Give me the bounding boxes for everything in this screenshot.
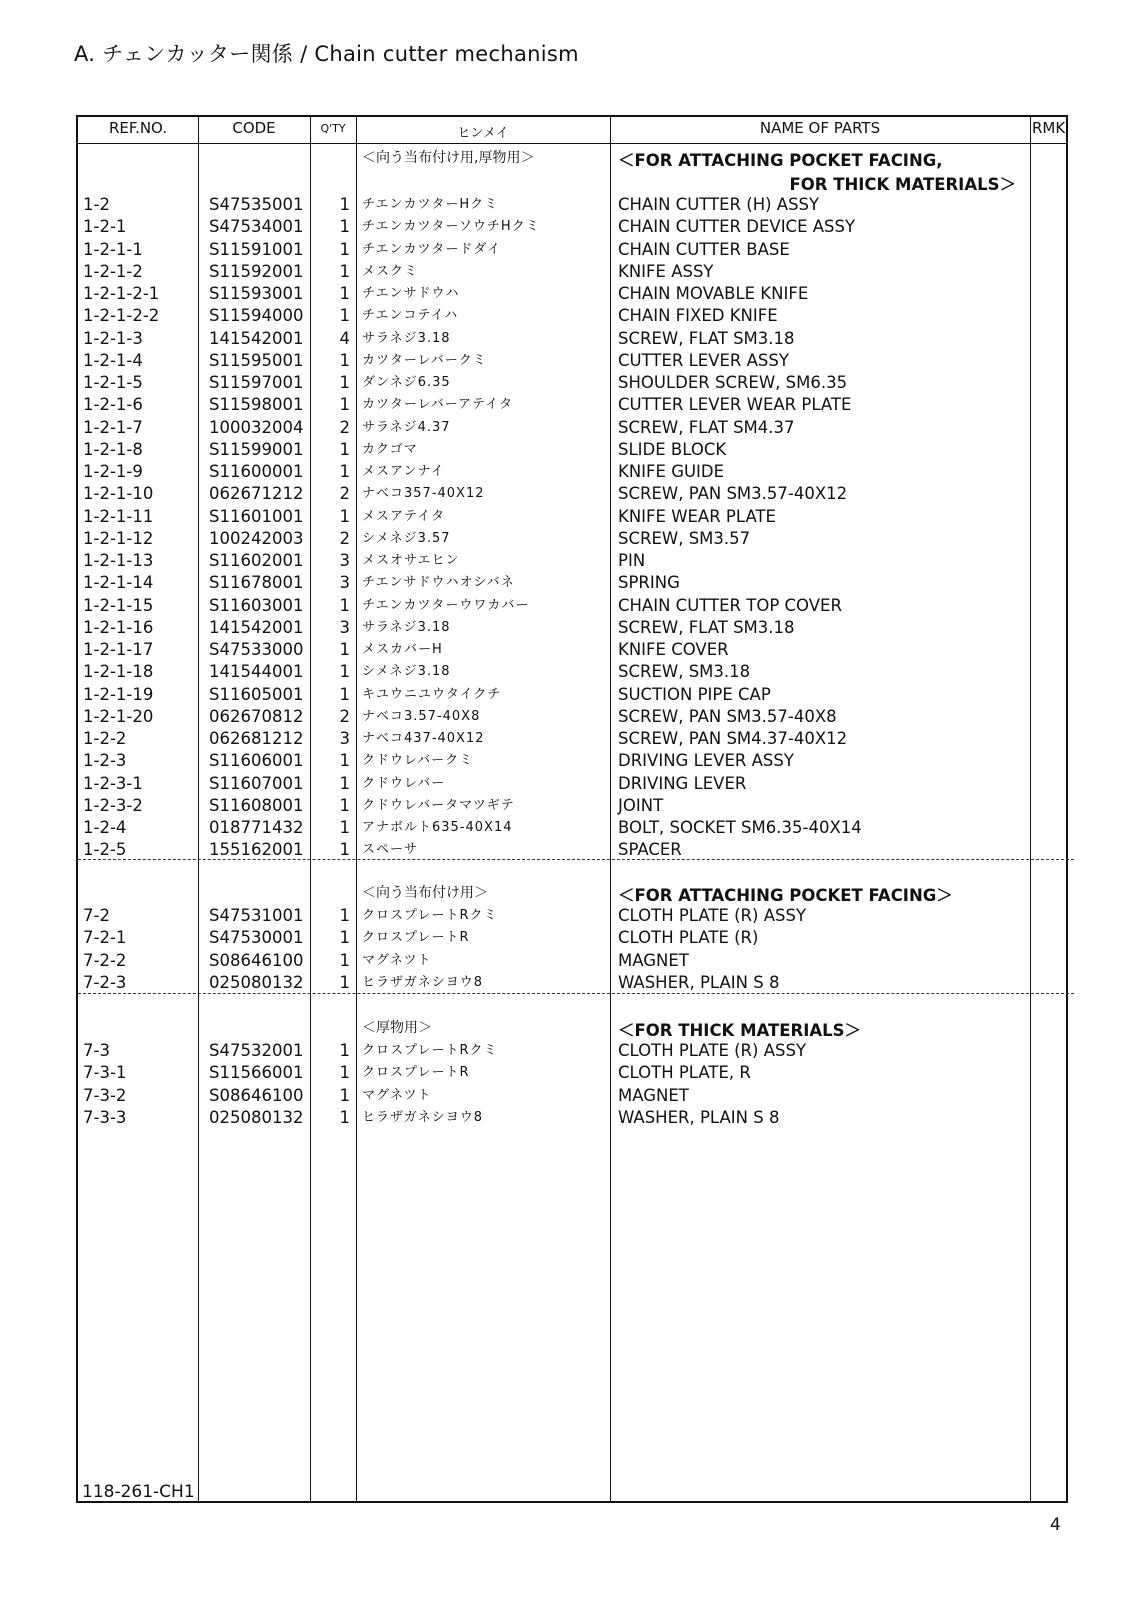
part-ref: 1-2-3 bbox=[83, 751, 127, 771]
part-kana: サラネジ4.37 bbox=[362, 419, 451, 435]
part-name: KNIFE WEAR PLATE bbox=[618, 506, 776, 526]
part-kana: マグネツト bbox=[362, 952, 432, 968]
part-name: SCREW, PAN SM3.57-40X8 bbox=[618, 706, 837, 726]
part-ref: 7-2 bbox=[83, 906, 110, 925]
part-code: S11594000 bbox=[209, 306, 304, 326]
part-name: SPACER bbox=[618, 840, 682, 860]
part-code: S08646100 bbox=[209, 1085, 304, 1105]
part-ref: 7-3 bbox=[83, 1041, 110, 1060]
part-kana: メスカバーH bbox=[362, 642, 443, 657]
group-heading-name: ＜FOR ATTACHING POCKET FACING, bbox=[618, 151, 943, 170]
group-heading-kana: ＜向う当布付け用＞ bbox=[362, 885, 488, 901]
part-code: 141544001 bbox=[209, 662, 304, 682]
part-qty: 1 bbox=[339, 239, 350, 259]
part-code: S11599001 bbox=[209, 439, 304, 459]
part-qty: 1 bbox=[339, 1107, 350, 1127]
part-qty: 1 bbox=[339, 373, 350, 392]
part-qty: 1 bbox=[339, 751, 350, 771]
part-kana: シメネジ3.18 bbox=[362, 664, 451, 680]
part-name: CHAIN CUTTER TOP COVER bbox=[618, 595, 842, 615]
part-ref: 1-2-1-13 bbox=[83, 551, 154, 570]
part-ref: 1-2-1 bbox=[83, 217, 127, 237]
part-name: SCREW, FLAT SM3.18 bbox=[618, 617, 795, 637]
part-kana: カクゴマ bbox=[362, 441, 418, 457]
part-code: S11592001 bbox=[209, 261, 304, 281]
table-row bbox=[78, 795, 1068, 817]
part-name: CLOTH PLATE (R) ASSY bbox=[618, 1041, 807, 1060]
group-heading-kana: ＜厚物用＞ bbox=[362, 1020, 432, 1036]
part-ref: 1-2-1-1 bbox=[83, 239, 143, 259]
part-qty: 1 bbox=[339, 950, 350, 970]
part-name: CLOTH PLATE (R) bbox=[618, 928, 759, 948]
part-kana: シメネジ3.57 bbox=[362, 530, 451, 546]
part-qty: 2 bbox=[339, 528, 350, 548]
part-code: S11600001 bbox=[209, 462, 304, 481]
header-code: CODE bbox=[232, 119, 276, 137]
table-row bbox=[78, 950, 1068, 972]
table-row bbox=[78, 417, 1068, 439]
part-kana: メスアンナイ bbox=[362, 464, 445, 479]
part-ref: 7-3-3 bbox=[83, 1107, 127, 1127]
table-row bbox=[78, 528, 1068, 550]
part-name: KNIFE ASSY bbox=[618, 261, 714, 281]
part-ref: 1-2-2 bbox=[83, 729, 127, 748]
group-heading-name: ＜FOR ATTACHING POCKET FACING＞ bbox=[618, 886, 953, 905]
part-ref: 1-2-1-7 bbox=[83, 417, 143, 437]
part-name: SCREW, FLAT SM4.37 bbox=[618, 417, 795, 437]
group-heading-name: ＜FOR THICK MATERIALS＞ bbox=[618, 1021, 862, 1040]
part-code: S47531001 bbox=[209, 906, 304, 925]
part-kana: チエンカツターHクミ bbox=[362, 197, 499, 212]
part-code: 025080132 bbox=[209, 972, 304, 992]
part-name: SPRING bbox=[618, 573, 680, 593]
table-row bbox=[78, 239, 1068, 261]
part-kana: カツターレバーアテイタ bbox=[362, 397, 514, 413]
part-qty: 1 bbox=[339, 773, 350, 793]
part-ref: 1-2-1-10 bbox=[83, 484, 154, 504]
table-row bbox=[78, 350, 1068, 372]
part-code: 155162001 bbox=[209, 840, 304, 860]
part-code: S08646100 bbox=[209, 950, 304, 970]
part-qty: 1 bbox=[339, 462, 350, 481]
table-row bbox=[78, 1062, 1068, 1084]
part-name: CHAIN CUTTER DEVICE ASSY bbox=[618, 217, 856, 237]
table-row bbox=[78, 684, 1068, 706]
table-row bbox=[78, 283, 1068, 305]
parts-table bbox=[76, 115, 1068, 1503]
part-qty: 1 bbox=[339, 662, 350, 682]
part-name: WASHER, PLAIN S 8 bbox=[618, 1107, 780, 1127]
part-kana: チエンカツターソウチHクミ bbox=[362, 219, 540, 235]
table-row bbox=[78, 1107, 1068, 1129]
part-kana: ヒラザガネシヨウ8 bbox=[362, 1109, 484, 1125]
header-qty: Q'TY bbox=[320, 122, 346, 135]
table-row bbox=[78, 483, 1068, 505]
part-kana: チエンコテイハ bbox=[362, 308, 459, 324]
table-row bbox=[78, 817, 1068, 839]
table-row bbox=[78, 905, 1068, 927]
table-row bbox=[78, 194, 1068, 216]
part-kana: クロスプレートRクミ bbox=[362, 908, 498, 923]
part-name: CHAIN MOVABLE KNIFE bbox=[618, 284, 809, 303]
part-qty: 1 bbox=[339, 1063, 350, 1083]
part-ref: 1-2-1-3 bbox=[83, 328, 143, 348]
table-row bbox=[78, 839, 1068, 861]
part-ref: 7-2-3 bbox=[83, 972, 127, 992]
table-row bbox=[78, 305, 1068, 327]
part-kana: メスクミ bbox=[362, 263, 419, 279]
header-kana: ヒンメイ bbox=[457, 126, 509, 141]
table-row bbox=[78, 394, 1068, 416]
part-code: 025080132 bbox=[209, 1107, 304, 1127]
part-qty: 3 bbox=[339, 617, 350, 637]
table-row bbox=[78, 216, 1068, 238]
part-kana: ナベコ437-40X12 bbox=[362, 731, 485, 746]
part-qty: 1 bbox=[339, 795, 350, 815]
part-kana: キユウニユウタイクチ bbox=[362, 686, 502, 702]
part-ref: 1-2-1-11 bbox=[83, 506, 154, 526]
part-kana: マグネツト bbox=[362, 1087, 432, 1103]
part-code: S47530001 bbox=[209, 928, 304, 948]
part-kana: クドウレバー bbox=[362, 775, 446, 791]
part-name: SHOULDER SCREW, SM6.35 bbox=[618, 373, 848, 392]
part-code: S47532001 bbox=[209, 1041, 304, 1060]
part-qty: 1 bbox=[339, 1041, 350, 1060]
part-name: MAGNET bbox=[618, 1085, 689, 1105]
part-code: 062671212 bbox=[209, 484, 304, 504]
part-code: S47534001 bbox=[209, 217, 304, 237]
part-kana: クドウレバークミ bbox=[362, 753, 474, 769]
table-row bbox=[78, 750, 1068, 772]
part-code: 141542001 bbox=[209, 617, 304, 637]
part-name: CLOTH PLATE (R) ASSY bbox=[618, 906, 807, 925]
part-name: SCREW, PAN SM4.37-40X12 bbox=[618, 729, 848, 748]
part-code: S11608001 bbox=[209, 795, 304, 815]
part-code: S11603001 bbox=[209, 595, 304, 615]
part-qty: 1 bbox=[339, 261, 350, 281]
part-name: BOLT, SOCKET SM6.35-40X14 bbox=[618, 818, 862, 837]
header-rmk: RMK bbox=[1032, 119, 1066, 137]
part-code: S47533000 bbox=[209, 640, 304, 659]
part-qty: 1 bbox=[339, 350, 350, 370]
part-qty: 2 bbox=[339, 417, 350, 437]
part-ref: 1-2-1-16 bbox=[83, 617, 154, 637]
part-qty: 2 bbox=[339, 706, 350, 726]
part-name: SLIDE BLOCK bbox=[618, 439, 727, 459]
table-row bbox=[78, 461, 1068, 483]
table-row bbox=[78, 728, 1068, 750]
part-code: S11595001 bbox=[209, 350, 304, 370]
part-code: 100032004 bbox=[209, 417, 304, 437]
part-qty: 3 bbox=[339, 573, 350, 593]
part-name: DRIVING LEVER bbox=[618, 773, 747, 793]
part-ref: 1-2-1-2-2 bbox=[83, 306, 160, 326]
part-name: SUCTION PIPE CAP bbox=[618, 684, 771, 704]
part-kana: サラネジ3.18 bbox=[362, 619, 451, 635]
part-name: CLOTH PLATE, R bbox=[618, 1063, 751, 1083]
part-code: S47535001 bbox=[209, 195, 304, 214]
part-ref: 7-2-1 bbox=[83, 928, 127, 948]
part-name: CHAIN CUTTER BASE bbox=[618, 239, 790, 259]
group-heading-name: FOR THICK MATERIALS＞ bbox=[789, 175, 1016, 194]
part-ref: 7-2-2 bbox=[83, 950, 127, 970]
part-ref: 1-2-1-6 bbox=[83, 395, 143, 415]
part-kana: チエンカツターウワカバー bbox=[362, 597, 530, 613]
part-kana: チエンサドウハオシバネ bbox=[362, 575, 515, 591]
page-title: A. チェンカッター関係 / Chain cutter mechanism bbox=[74, 42, 579, 66]
part-qty: 1 bbox=[339, 972, 350, 992]
table-row bbox=[78, 1085, 1068, 1107]
part-name: SCREW, FLAT SM3.18 bbox=[618, 328, 795, 348]
table-row bbox=[78, 439, 1068, 461]
table-row bbox=[78, 550, 1068, 572]
part-ref: 1-2-3-1 bbox=[83, 773, 143, 793]
table-row bbox=[78, 261, 1068, 283]
part-name: CUTTER LEVER WEAR PLATE bbox=[618, 395, 852, 415]
part-kana: チエンカツタードダイ bbox=[362, 241, 502, 257]
header-name: NAME OF PARTS bbox=[759, 119, 881, 137]
part-code: 018771432 bbox=[209, 818, 304, 837]
table-row bbox=[78, 572, 1068, 594]
part-name: DRIVING LEVER ASSY bbox=[618, 751, 794, 771]
part-code: 062670812 bbox=[209, 706, 304, 726]
part-qty: 1 bbox=[339, 818, 350, 837]
table-row bbox=[78, 506, 1068, 528]
table-row bbox=[78, 706, 1068, 728]
table-row bbox=[78, 617, 1068, 639]
group-separator bbox=[78, 859, 1074, 860]
part-kana: アナボルト635-40X14 bbox=[362, 820, 513, 835]
part-code: S11678001 bbox=[209, 573, 304, 593]
part-ref: 1-2-4 bbox=[83, 818, 127, 837]
part-name: CHAIN CUTTER (H) ASSY bbox=[618, 195, 820, 214]
part-ref: 1-2-1-17 bbox=[83, 640, 154, 659]
part-code: S11601001 bbox=[209, 506, 304, 526]
part-name: SCREW, PAN SM3.57-40X12 bbox=[618, 484, 848, 504]
part-qty: 1 bbox=[339, 439, 350, 459]
part-code: S11597001 bbox=[209, 373, 304, 392]
part-kana: ナベコ357-40X12 bbox=[362, 486, 485, 502]
table-row bbox=[78, 328, 1068, 350]
part-qty: 1 bbox=[339, 928, 350, 948]
part-kana: クドウレバータマツギテ bbox=[362, 797, 515, 813]
page-number: 4 bbox=[1050, 1515, 1061, 1535]
part-ref: 1-2-1-5 bbox=[83, 373, 143, 392]
part-ref: 1-2-5 bbox=[83, 840, 127, 860]
part-code: S11605001 bbox=[209, 684, 304, 704]
part-code: S11598001 bbox=[209, 395, 304, 415]
part-qty: 1 bbox=[339, 306, 350, 326]
part-ref: 1-2-1-9 bbox=[83, 462, 143, 481]
part-qty: 1 bbox=[339, 395, 350, 415]
part-kana: クロスプレートR bbox=[362, 1065, 470, 1081]
part-ref: 1-2-1-19 bbox=[83, 684, 154, 704]
part-kana: スペーサ bbox=[362, 842, 419, 858]
part-qty: 1 bbox=[339, 640, 350, 659]
part-qty: 3 bbox=[339, 551, 350, 570]
part-name: CUTTER LEVER ASSY bbox=[618, 350, 789, 370]
table-row bbox=[78, 972, 1068, 994]
part-kana: メスオサエヒン bbox=[362, 553, 460, 568]
part-qty: 2 bbox=[339, 484, 350, 504]
part-ref: 7-3-1 bbox=[83, 1063, 127, 1083]
part-ref: 1-2-3-2 bbox=[83, 795, 143, 815]
part-ref: 7-3-2 bbox=[83, 1085, 127, 1105]
part-kana: メスアテイタ bbox=[362, 508, 446, 524]
part-kana: サラネジ3.18 bbox=[362, 330, 451, 346]
part-ref: 1-2 bbox=[83, 195, 110, 214]
part-qty: 1 bbox=[339, 684, 350, 704]
part-name: MAGNET bbox=[618, 950, 689, 970]
part-code: S11607001 bbox=[209, 773, 304, 793]
table-row bbox=[78, 639, 1068, 661]
part-code: S11593001 bbox=[209, 284, 304, 303]
part-ref: 1-2-1-2-1 bbox=[83, 284, 160, 303]
part-name: CHAIN FIXED KNIFE bbox=[618, 306, 778, 326]
part-ref: 1-2-1-2 bbox=[83, 261, 143, 281]
part-ref: 1-2-1-14 bbox=[83, 573, 154, 593]
table-row bbox=[78, 661, 1068, 683]
part-ref: 1-2-1-8 bbox=[83, 439, 143, 459]
part-kana: クロスプレートRクミ bbox=[362, 1043, 498, 1058]
part-code: S11566001 bbox=[209, 1063, 304, 1083]
part-name: WASHER, PLAIN S 8 bbox=[618, 972, 780, 992]
part-name: KNIFE COVER bbox=[618, 640, 729, 659]
part-qty: 1 bbox=[339, 595, 350, 615]
part-ref: 1-2-1-4 bbox=[83, 350, 143, 370]
part-ref: 1-2-1-15 bbox=[83, 595, 154, 615]
table-row bbox=[78, 595, 1068, 617]
part-qty: 1 bbox=[339, 506, 350, 526]
part-code: S11606001 bbox=[209, 751, 304, 771]
header-ref: REF.NO. bbox=[108, 119, 168, 137]
part-code: 141542001 bbox=[209, 328, 304, 348]
part-qty: 1 bbox=[339, 284, 350, 303]
part-kana: クロスプレートR bbox=[362, 930, 470, 946]
part-name: PIN bbox=[618, 551, 646, 570]
part-code: S11591001 bbox=[209, 239, 304, 259]
part-kana: ヒラザガネシヨウ8 bbox=[362, 974, 484, 990]
part-qty: 1 bbox=[339, 906, 350, 925]
table-row bbox=[78, 773, 1068, 795]
part-qty: 1 bbox=[339, 840, 350, 860]
table-row bbox=[78, 1040, 1068, 1062]
document-code: 118-261-CH1 bbox=[82, 1482, 195, 1502]
header-divider bbox=[78, 143, 1066, 144]
part-qty: 3 bbox=[339, 729, 350, 748]
part-code: S11602001 bbox=[209, 551, 304, 570]
part-name: SCREW, SM3.18 bbox=[618, 662, 751, 682]
part-ref: 1-2-1-20 bbox=[83, 706, 154, 726]
part-qty: 1 bbox=[339, 195, 350, 214]
part-qty: 4 bbox=[339, 328, 350, 348]
part-kana: カツターレバークミ bbox=[362, 352, 487, 368]
part-code: 100242003 bbox=[209, 528, 304, 548]
table-row bbox=[78, 372, 1068, 394]
part-name: SCREW, SM3.57 bbox=[618, 528, 751, 548]
part-ref: 1-2-1-18 bbox=[83, 662, 154, 682]
part-name: KNIFE GUIDE bbox=[618, 462, 725, 481]
table-row bbox=[78, 927, 1068, 949]
part-kana: ナベコ3.57-40X8 bbox=[362, 708, 481, 724]
group-heading-kana: ＜向う当布付け用,厚物用＞ bbox=[362, 150, 535, 166]
part-qty: 1 bbox=[339, 217, 350, 237]
part-kana: ダンネジ6.35 bbox=[362, 375, 451, 390]
part-code: 062681212 bbox=[209, 729, 304, 748]
group-separator bbox=[78, 993, 1074, 994]
part-ref: 1-2-1-12 bbox=[83, 528, 154, 548]
part-kana: チエンサドウハ bbox=[362, 286, 460, 301]
part-qty: 1 bbox=[339, 1085, 350, 1105]
part-name: JOINT bbox=[618, 795, 664, 815]
